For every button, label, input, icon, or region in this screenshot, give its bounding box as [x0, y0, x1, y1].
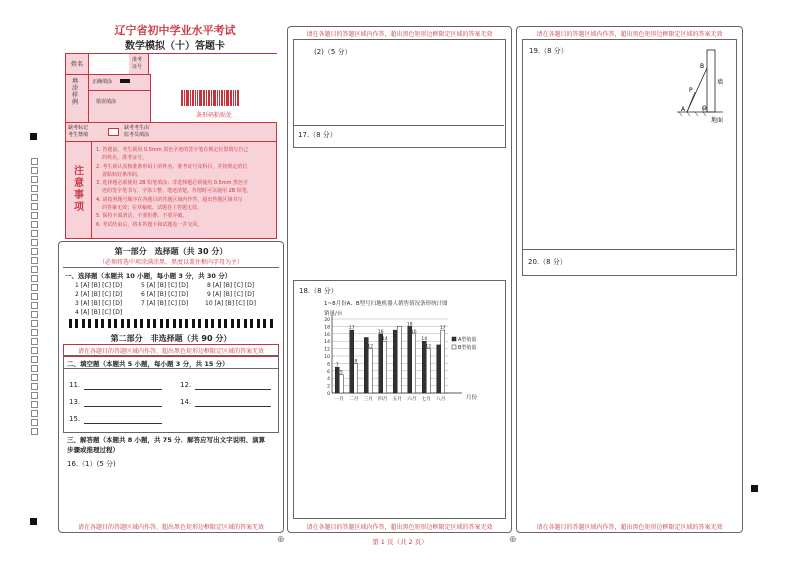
- registration-mark: ⊕: [509, 535, 517, 545]
- chart-title: 1~8月份A、B型号扫地机器人销售情况条形统计图: [324, 301, 448, 307]
- x-tick-label: 一月: [334, 397, 345, 402]
- y-tick-label: 12: [324, 347, 330, 353]
- margin-box: [31, 185, 38, 192]
- q17-label: 17.（8 分）: [298, 131, 337, 139]
- bar-b: [412, 334, 416, 393]
- x-tick-label: 三月: [363, 397, 374, 402]
- registration-mark: ⊕: [277, 535, 285, 545]
- x-tick-label: 二月: [348, 397, 359, 402]
- alignment-marker: [30, 133, 37, 140]
- bar-b: [368, 349, 372, 393]
- point-p-label: P: [689, 87, 693, 94]
- solve-section-line: 步骤或推理过程）: [67, 446, 119, 454]
- y-tick-label: 6: [327, 369, 330, 375]
- q19-box: [522, 39, 737, 276]
- part2-title: 第二部分 非选择题（共 90 分）: [110, 334, 232, 343]
- ticket-label: 准考 证号: [132, 57, 143, 70]
- y-axis-label: 销量/台: [324, 311, 343, 317]
- q18-box: [293, 280, 506, 519]
- y-tick-label: 14: [324, 340, 330, 346]
- margin-box: [31, 410, 38, 417]
- barcode-graphic: [181, 90, 247, 106]
- margin-box: [31, 329, 38, 336]
- ladder-diagram: [673, 48, 737, 124]
- q14-label: 14.: [180, 398, 192, 406]
- margin-box: [31, 167, 38, 174]
- y-tick-label: 16: [324, 332, 330, 338]
- x-axis-label: 月份: [466, 395, 478, 401]
- x-tick-label: 五月: [392, 397, 403, 402]
- absent-note: 缺考考生由 监考员填涂: [124, 125, 150, 138]
- margin-box: [31, 221, 38, 228]
- margin-box: [31, 428, 38, 435]
- barcode-label: 条形码粘贴处: [195, 112, 232, 119]
- legend-swatch: [452, 337, 456, 341]
- option-row[interactable]: 8 [A] [B] [C] [D]: [207, 282, 255, 289]
- bottom-warning: 请在各题目的答题区域内作答，超出黑色矩形边框限定区域的答案无效: [536, 524, 723, 531]
- bar-a: [350, 330, 354, 393]
- q12-label: 12.: [180, 381, 192, 389]
- fill-sample-label: 填 涂 样 例: [72, 78, 79, 106]
- notice-item: 的答案无效；在草稿纸、试题卷上答题无效。: [102, 205, 203, 212]
- data-label-b: 12: [425, 344, 432, 350]
- margin-box: [31, 212, 38, 219]
- q13-answer-line[interactable]: [84, 406, 162, 407]
- x-tick-label: 八月: [435, 397, 446, 402]
- data-label-a: 18: [406, 322, 413, 328]
- info-block: [65, 53, 277, 143]
- q18-label: 18.（8 分）: [299, 287, 338, 295]
- top-warning: 请在各题目的答题区域内作答，超出黑色矩形边框限定区域的答案无效: [306, 31, 493, 38]
- q14-answer-line[interactable]: [195, 406, 271, 407]
- margin-box: [31, 257, 38, 264]
- segment-pa: [687, 92, 695, 112]
- part2-warning: 请在各题目的答题区域内作答，超出黑色矩形边框限定区域的答案无效: [63, 344, 279, 357]
- margin-box: [31, 365, 38, 372]
- option-row[interactable]: 4 [A] [B] [C] [D]: [75, 309, 123, 316]
- option-row[interactable]: 6 [A] [B] [C] [D]: [141, 291, 189, 298]
- wrong-fill-label: 错误填涂: [96, 99, 117, 105]
- notice-item: 2. 考生须认真核准条形码上的姓名、准考证号及科目，并按规定的位: [96, 163, 248, 170]
- bar-a: [393, 330, 397, 393]
- margin-box: [31, 401, 38, 408]
- q19-label: 19.（8 分）: [529, 47, 568, 55]
- notice-item: 4. 请按照题号顺序在各题目的答题区域内作答，超出答题区域书写: [96, 196, 243, 203]
- q16-2-label: (2)（5 分）: [314, 48, 352, 56]
- bottom-warning: 请在各题目的答题区域内作答，超出黑色矩形边框限定区域的答案无效: [306, 524, 493, 531]
- wall-label: 墙: [717, 79, 724, 86]
- alignment-marker: [30, 518, 37, 525]
- point-a-label: A: [681, 106, 686, 113]
- exam-title: 辽宁省初中学业水平考试: [114, 24, 236, 37]
- notice-text: [96, 146, 274, 229]
- fill-in-box: [63, 355, 279, 433]
- absent-checkbox[interactable]: [108, 128, 119, 136]
- margin-box: [31, 158, 38, 165]
- answer-panel-right: [516, 26, 743, 533]
- bar-b: [441, 330, 445, 393]
- data-label-b: 14: [381, 337, 388, 343]
- bar-a: [408, 326, 412, 393]
- margin-box: [31, 347, 38, 354]
- margin-box: [31, 302, 38, 309]
- answer-panel-middle: [287, 26, 512, 533]
- margin-box: [31, 275, 38, 282]
- notice-item: 置粘贴好条形码。: [102, 171, 143, 178]
- q20-box: [522, 249, 735, 518]
- page-footer: 第 1 页（共 2 页）: [372, 538, 428, 546]
- notice-item: 1. 答题前，考生须用 0.5mm 黑色字迹的签字笔在规定位置填写自己: [96, 147, 249, 153]
- data-label-b: 17: [439, 326, 446, 332]
- margin-box: [31, 293, 38, 300]
- option-row[interactable]: 10 [A] [B] [C] [D]: [205, 300, 257, 307]
- card-subtitle: 数学模拟（十）答题卡: [125, 41, 225, 52]
- x-tick-label: 七月: [421, 397, 432, 402]
- point-b-label: B: [700, 63, 705, 70]
- y-tick-label: 2: [327, 384, 330, 390]
- y-tick-label: 18: [324, 325, 330, 331]
- margin-box: [31, 203, 38, 210]
- correct-fill-label: 正确填涂: [92, 79, 113, 85]
- bar-b: [339, 375, 343, 394]
- bar-chart: [312, 297, 494, 411]
- legend-label: B型销量: [458, 345, 477, 351]
- option-row[interactable]: 3 [A] [B] [C] [D]: [75, 300, 123, 307]
- q20-label: 20.（8 分）: [528, 258, 567, 266]
- notice-item: 3. 选择题必须使用 2B 铅笔填涂；非选择题必须使用 0.5mm 黑色字: [96, 180, 249, 187]
- x-tick-label: 四月: [377, 397, 388, 402]
- option-row[interactable]: 7 [A] [B] [C] [D]: [141, 300, 189, 307]
- point-o-label: O: [702, 105, 707, 112]
- margin-box: [31, 338, 38, 345]
- data-label-a: 17: [348, 326, 355, 332]
- bar-b: [397, 326, 401, 393]
- legend-swatch: [452, 345, 456, 349]
- option-row[interactable]: 5 [A] [B] [C] [D]: [141, 282, 189, 289]
- q11-label: 11.: [69, 381, 81, 389]
- choice-section-title: 一、选择题（本题共 10 小题，每小题 3 分，共 30 分）: [65, 272, 232, 280]
- notice-item: 迹的签字笔书写，字体工整、笔迹清楚。作图时可以使用 2B 铅笔。: [102, 188, 252, 195]
- margin-box: [31, 194, 38, 201]
- bar-a: [437, 345, 441, 393]
- margin-box: [31, 419, 38, 426]
- data-label-a: 14: [421, 337, 428, 343]
- margin-box: [31, 176, 38, 183]
- option-row[interactable]: 2 [A] [B] [C] [D]: [75, 291, 123, 298]
- q15-label: 15.: [69, 415, 81, 423]
- alignment-marker: [751, 485, 758, 492]
- q15-answer-line[interactable]: [84, 423, 162, 424]
- q16-1-answer-area[interactable]: [63, 470, 277, 516]
- timing-marks: [69, 319, 273, 328]
- notice-title: 注 意 事 项: [74, 166, 84, 213]
- q11-answer-line[interactable]: [84, 389, 162, 390]
- data-label-b: 8: [354, 359, 358, 365]
- margin-box: [31, 356, 38, 363]
- notice-item: 5. 保持卡面清洁，不要折叠、不要弄破。: [96, 213, 188, 220]
- margin-box: [31, 374, 38, 381]
- data-label-b: 5: [339, 370, 343, 376]
- y-tick-label: 8: [327, 362, 330, 368]
- answer-panel-left: [58, 241, 284, 533]
- solve-section-line: 三、解答题（本题共 8 小题，共 75 分．解答应写出文字说明、演算: [67, 436, 266, 444]
- bar-a: [335, 367, 339, 393]
- data-label-b: 12: [367, 344, 374, 350]
- part1-title: 第一部分 选择题（共 30 分）: [114, 247, 228, 256]
- legend-label: A型销量: [458, 337, 477, 343]
- margin-box: [31, 392, 38, 399]
- margin-box: [31, 230, 38, 237]
- margin-box: [31, 266, 38, 273]
- option-row[interactable]: 9 [A] [B] [C] [D]: [207, 291, 255, 298]
- q12-answer-line[interactable]: [195, 389, 271, 390]
- data-label-a: 16: [377, 329, 384, 335]
- fill-in-section-title: 二、填空题（本题共 5 小题，每小题 3 分，共 15 分）: [67, 360, 229, 368]
- q13-label: 13.: [69, 398, 81, 406]
- y-tick-label: 4: [327, 377, 330, 383]
- bar-b: [354, 363, 358, 393]
- margin-box: [31, 320, 38, 327]
- bar-b: [426, 349, 430, 393]
- margin-box: [31, 248, 38, 255]
- margin-box: [31, 284, 38, 291]
- bottom-warning: 请在各题目的答题区域内作答，超出黑色矩形边框限定区域的答案无效: [77, 524, 264, 531]
- x-tick-label: 六月: [406, 397, 417, 402]
- option-row[interactable]: 1 [A] [B] [C] [D]: [75, 282, 123, 289]
- top-warning: 请在各题目的答题区域内作答，超出黑色矩形边框限定区域的答案无效: [536, 31, 723, 38]
- absent-label: 缺考标记 考生禁填: [68, 125, 89, 138]
- margin-box: [31, 311, 38, 318]
- ticket-number-field[interactable]: [148, 54, 277, 74]
- y-tick-label: 10: [324, 355, 330, 360]
- solve-section-title: [67, 435, 265, 455]
- margin-box: [31, 239, 38, 246]
- part1-note: （必须将选中项涂满涂黑，黑度以盖住框内字母为主）: [98, 259, 243, 266]
- margin-box: [31, 383, 38, 390]
- q16-1-label: 16.（1）(5 分): [67, 460, 116, 468]
- y-tick-label: 20: [324, 318, 330, 323]
- wall-shape: [707, 50, 715, 112]
- notice-item: 6. 考试结束后，将本答题卡和试题卷一并交回。: [96, 221, 203, 228]
- notice-item: 的姓名、准考证号。: [102, 155, 148, 162]
- notice-block: [65, 141, 277, 239]
- correct-fill-mark: [120, 79, 130, 83]
- name-label: 姓名: [71, 61, 84, 68]
- data-label-a: 7: [335, 363, 339, 369]
- ground-label: 地面: [711, 117, 724, 124]
- barcode-area: [150, 74, 277, 122]
- y-tick-label: 0: [327, 392, 330, 397]
- name-field[interactable]: [89, 54, 129, 74]
- bar-b: [383, 341, 387, 393]
- q17-box: [293, 125, 504, 278]
- bar-a: [379, 334, 383, 393]
- data-label-b: 16: [410, 329, 417, 335]
